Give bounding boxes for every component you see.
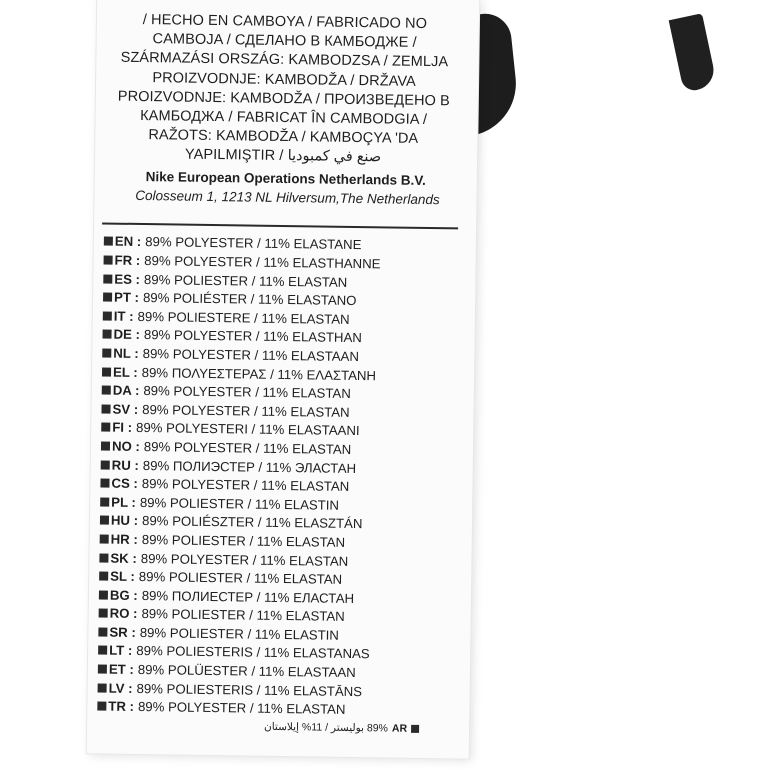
composition-text: 89% POLIESTER / 11% ELASTAN <box>138 569 343 587</box>
bullet-square-icon <box>100 534 109 543</box>
composition-text: 89% POLYESTER / 11% ELASTANE <box>145 234 362 253</box>
language-code: SK : <box>110 550 137 566</box>
composition-text: 89% POLYESTER / 11% ELASTAN <box>143 383 351 402</box>
bullet-square-icon <box>101 460 110 469</box>
composition-text: 89% POLYESTERI / 11% ELASTAANI <box>135 420 360 439</box>
language-code: RU : <box>111 457 139 473</box>
origin-line: CAMBOJA / СДЕЛАНО В КАМБОДЖЕ / <box>152 31 417 52</box>
bullet-square-icon <box>101 404 110 413</box>
bullet-square-icon <box>98 665 107 674</box>
bullet-square-icon <box>101 441 110 450</box>
bullet-square-icon <box>99 553 108 562</box>
composition-text: 89% POLIESTER / 11% ELASTIN <box>139 624 339 643</box>
bullet-square-icon <box>100 479 109 488</box>
language-code: SL : <box>110 568 135 585</box>
bullet-square-icon <box>411 725 419 733</box>
composition-text: 89% POLIESTERIS / 11% ELASTANAS <box>136 643 370 662</box>
language-code: NL : <box>113 345 139 361</box>
language-code: BG : <box>109 587 138 603</box>
composition-text: 89% POLIESTER / 11% ELASTIN <box>139 494 340 513</box>
language-code: EN : <box>114 234 142 250</box>
language-code: SR : <box>109 624 136 640</box>
origin-line: PROIZVODNJE: KAMBODŽA / DRŽAVA <box>152 69 416 90</box>
origin-line: YAPILMIŞTIR / صنع في كمبوديا <box>184 147 382 166</box>
composition-text: 89% POLIÉSTER / 11% ELASTANO <box>142 290 357 309</box>
bullet-square-icon <box>98 646 107 655</box>
composition-text: 89% POLYESTER / 11% ELASTHAN <box>143 327 362 346</box>
language-code: ET : <box>108 661 134 678</box>
language-code: FR : <box>114 252 141 269</box>
bullet-square-icon <box>98 683 107 692</box>
company-address: Colosseum 1, 1213 NL Hilversum,The Netherlands <box>135 187 440 207</box>
language-code: HU : <box>110 512 139 529</box>
language-code: DA : <box>112 382 140 399</box>
language-code: DE : <box>113 327 141 343</box>
bullet-square-icon <box>100 497 109 506</box>
composition-text: 89% POLYESTER / 11% ELASTAAN <box>142 346 360 365</box>
origin-line: PROIZVODNJE: KAMBODŽA / ПРОИЗВЕДЕНО В <box>117 88 450 110</box>
bullet-square-icon <box>100 516 109 525</box>
composition-text: 89% POLYESTER / 11% ELASTAN <box>141 476 350 495</box>
language-code: HR : <box>110 531 138 547</box>
bullet-square-icon <box>97 702 106 711</box>
composition-text: 89% POLIESTER / 11% ELASTAN <box>141 531 346 550</box>
composition-text: 89% POLYESTER / 11% ELASTAN <box>137 699 346 718</box>
language-code: LV : <box>108 680 133 696</box>
composition-text: 89% POLYESTER / 11% ELASTHANNE <box>144 253 381 272</box>
composition-text: 89% POLYESTER / 11% ELASTAN <box>140 550 349 569</box>
composition-text: 89% POLIESTERE / 11% ELASTAN <box>137 308 350 327</box>
bullet-square-icon <box>98 627 107 636</box>
language-code: FI : <box>112 419 133 436</box>
composition-text: 89% POLYESTER / 11% ELASTAN <box>142 401 350 420</box>
origin-line: / HECHO EN CAMBOYA / FABRICADO NO <box>142 12 428 32</box>
bullet-square-icon <box>99 572 108 581</box>
composition-text: 89% ΠΟΛΥΕΣΤΕΡΑΣ / 11% ΕΛΑΣΤΑΝΗ <box>141 364 377 383</box>
composition-text: 89% POLYESTER / 11% ELASTAN <box>143 439 352 457</box>
composition-text: 89% POLIESTER / 11% ELASTAN <box>143 271 348 290</box>
composition-text: 89% ПОЛИЭСТЕР / 11% ЭЛАСТАН <box>142 457 357 476</box>
bullet-square-icon <box>104 237 113 246</box>
composition-code-ar: AR <box>391 722 408 736</box>
composition-text: 89% ПОЛИЕСТЕР / 11% ЕЛАСТАН <box>141 587 355 606</box>
language-code: PL : <box>111 494 137 510</box>
bullet-square-icon <box>103 274 112 283</box>
language-code: RO : <box>109 605 138 622</box>
composition-text-ar: 89% بوليستر / 11% إيلاستان <box>263 721 388 735</box>
bullet-square-icon <box>102 367 111 376</box>
language-code: NO : <box>111 438 140 454</box>
language-code: EL : <box>112 364 138 380</box>
composition-text: 89% POLIÉSZTER / 11% ELASZTÁN <box>141 513 363 532</box>
language-code: IT : <box>113 308 134 324</box>
language-code: PT : <box>113 289 140 306</box>
bullet-square-icon <box>99 590 108 599</box>
origin-line: SZÁRMAZÁSI ORSZÁG: KAMBODZSA / ZEMLJA <box>120 50 449 71</box>
composition-row-ar <box>87 715 469 739</box>
bullet-square-icon <box>104 255 113 264</box>
composition-list <box>87 232 476 721</box>
language-code: ES : <box>114 271 141 287</box>
language-code: SV : <box>112 401 139 417</box>
bullet-square-icon <box>103 293 112 302</box>
composition-text: 89% POLIESTERIS / 11% ELASTĀNS <box>136 680 363 699</box>
bullet-square-icon <box>103 330 112 339</box>
bullet-square-icon <box>102 386 111 395</box>
bullet-square-icon <box>101 423 110 432</box>
country-of-origin-block <box>95 0 479 169</box>
composition-text: 89% POLÜESTER / 11% ELASTAAN <box>137 662 356 681</box>
bullet-square-icon <box>99 609 108 618</box>
language-code: CS : <box>111 475 138 492</box>
bullet-square-icon <box>103 311 112 320</box>
bullet-square-icon <box>102 348 111 357</box>
dark-fabric-right <box>669 13 718 92</box>
divider <box>102 222 458 229</box>
language-code: TR : <box>108 698 135 715</box>
origin-line: RAŽOTS: KAMBODŽA / KAMBOÇYA 'DA <box>148 127 419 148</box>
language-code: LT : <box>109 643 133 659</box>
care-label <box>87 0 480 759</box>
origin-line: КАМБОДЖА / FABRICAT ÎN CAMBODGIA / <box>140 107 428 129</box>
company-name: Nike European Operations Netherlands B.V. <box>145 168 426 188</box>
composition-text: 89% POLIESTER / 11% ELASTAN <box>141 606 345 625</box>
